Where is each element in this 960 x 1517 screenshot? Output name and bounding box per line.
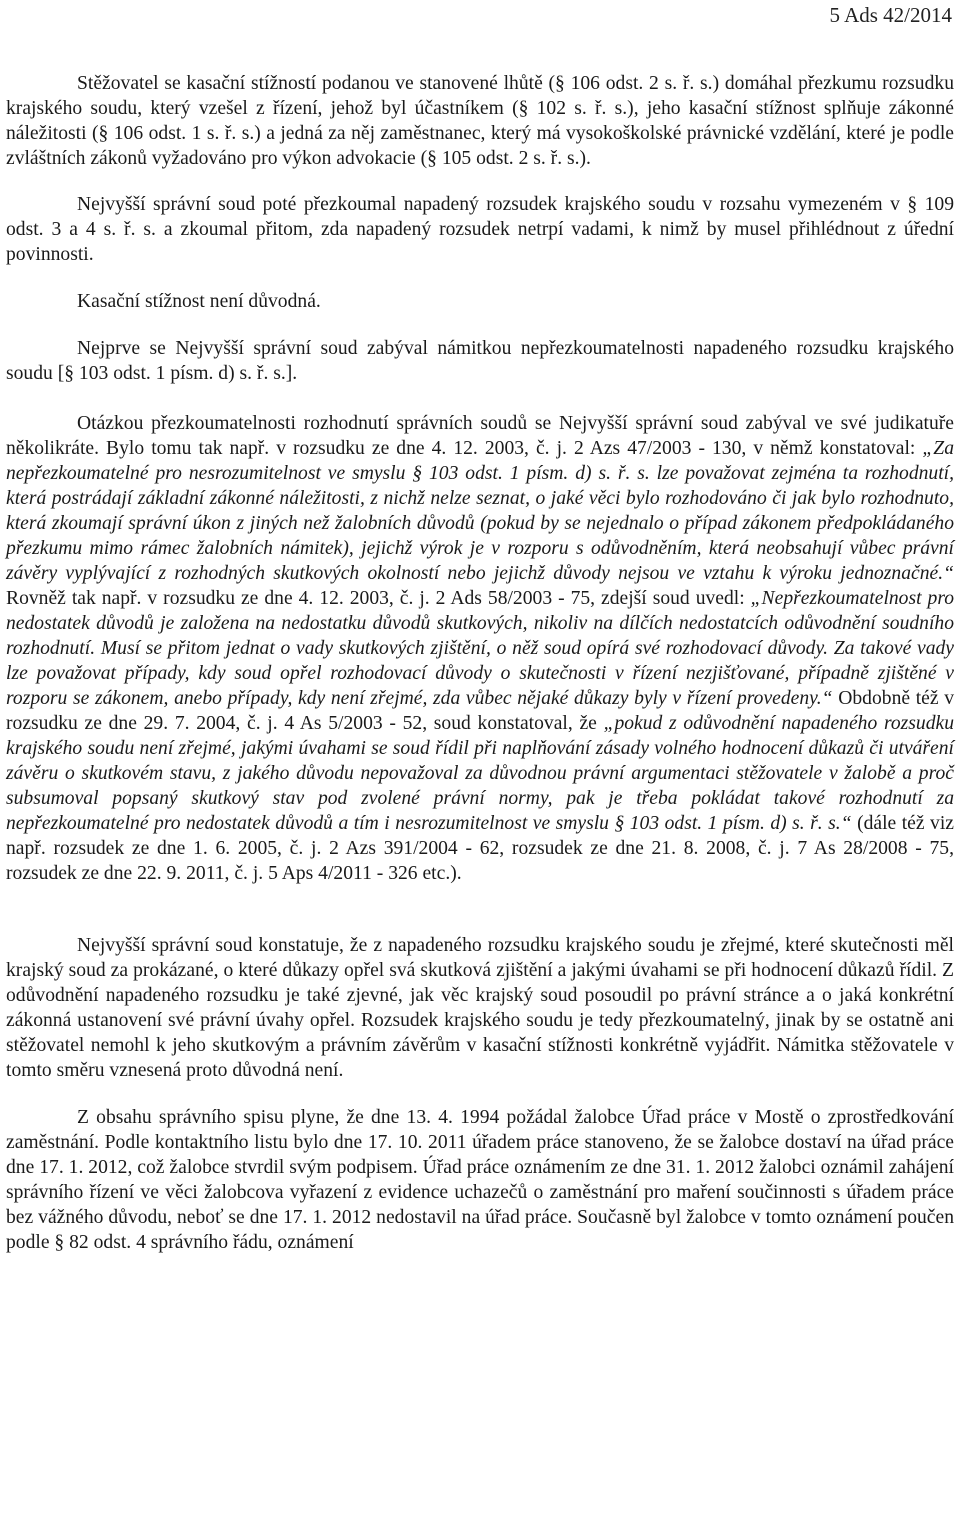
case-law-text-d: (dále též viz např. rozsudek ze dne 1. 6. 2005, č. j. 2 Azs 391/2004 - 62, rozsudek ze dne 21. 8. 2008, č. j. 7 As 28/2008 - 75, rozsudek ze dne 22. 9. 2011, č. j. 5 Aps 4/2011 - 326 etc.).	[6, 813, 954, 884]
paragraph-conclusion: Kasační stížnost není důvodná.	[77, 291, 321, 312]
paragraph-review-scope: Nejvyšší správní soud poté přezkoumal napadený rozsudek krajského soudu v rozsahu vymezeném v § 109 odst. 3 a 4 s. ř. s. a zkoumal přitom, zda napadený rozsudek netrpí vadami, k nimž by musel přihlédnout z úřední povinnosti.	[6, 194, 954, 265]
case-law-quote-1: „Za nepřezkoumatelné pro nesrozumitelnost ve smyslu § 103 odst. 1 písm. d) s. ř. s. lze považovat zejména ta rozhodnutí, která postrádají základní zákonné náležitosti, z nichž nelze seznat, o jaké věci bylo rozhodováno či jak bylo rozhodnuto, která zkoumají správní úkon z jiných než žalobních důvodů (pokud by se nejednalo o případ zákonem předpokládaného přezkumu mimo rámec žalobních námitek), jejichž výrok je v rozporu s odůvodněním, která neobsahují vůbec právní závěry vyplývající z rozhodných skutkových okolností nebo jejichž důvody nejsou ve vztahu k výroku jednoznačné.“	[6, 438, 954, 584]
paragraph-file-content: Z obsahu správního spisu plyne, že dne 13. 4. 1994 požádal žalobce Úřad práce v Mostě o zprostředkování zaměstnání. Podle kontaktního listu bylo dne 17. 10. 2011 úřadem práce stanoveno, že se žalobce dostaví na úřad práce dne 17. 1. 2012, což žalobce stvrdil svým podpisem. Úřad práce oznámením ze dne 31. 1. 2012 žalobci oznámil zahájení správního řízení ve věci žalobcova vyřazení z evidence uchazečů o zaměstnání pro maření součinnosti s úřadem práce bez vážného důvodu, neboť se dne 17. 1. 2012 nedostavil na úřad práce. Současně byl žalobce v tomto oznámení poučen podle § 82 odst. 4 správního řádu, oznámení	[6, 1107, 954, 1253]
case-law-text-a: Otázkou přezkoumatelnosti rozhodnutí správních soudů se Nejvyšší správní soud zabýval ve své judikatuře několikráte. Bylo tomu tak např. v rozsudku ze dne 4. 12. 2003, č. j. 2 Azs 47/2003 - 130, v němž konstatoval:	[6, 413, 954, 459]
case-law-text-b: Rovněž tak např. v rozsudku ze dne 4. 12. 2003, č. j. 2 Ads 58/2003 - 75, zdejší soud uvedl:	[6, 588, 751, 609]
paragraph-court-finding: Nejvyšší správní soud konstatuje, že z napadeného rozsudku krajského soudu je zřejmé, které skutečnosti měl krajský soud za prokázané, o které důkazy opřel svá skutková zjištění a jakými úvahami se při hodnocení důkazů řídil. Z odůvodnění napadeného rozsudku je také zjevné, jak věc krajský soud posoudil po právní stránce a o jaká konkrétní zákonná ustanovení své právní úvahy opřel. Rozsudek krajského soudu je tedy přezkoumatelný, jinak by se ostatně ani stěžovatel nemohl k jeho skutkovým a právním závěrům v kasační stížnosti konkrétně vyjádřit. Námitka stěžovatele v tomto směru vznesená proto důvodná není.	[6, 935, 954, 1081]
paragraph-admissibility: Stěžovatel se kasační stížností podanou ve stanovené lhůtě (§ 106 odst. 2 s. ř. s.) domáhal přezkumu rozsudku krajského soudu, který vzešel z řízení, jehož byl účastníkem (§ 102 s. ř. s.), jeho kasační stížnost splňuje zákonné náležitosti (§ 106 odst. 1 s. ř. s.) a jedná za něj zaměstnanec, který má vysokoškolské právnické vzdělání, které je podle zvláštních zákonů vyžadováno pro výkon advokacie (§ 105 odst. 2 s. ř. s.).	[6, 73, 954, 169]
case-number: 5 Ads 42/2014	[829, 3, 952, 27]
case-law-quote-3: „pokud z odůvodnění napadeného rozsudku krajského soudu není zřejmé, jakými úvahami se soud řídil při naplňování zásady volného hodnocení důkazů či utváření závěru o skutkovém stavu, z jakého důvodu nepovažoval za důvodnou právní argumentaci stěžovatele v žalobě a proč subsumoval popsaný skutkový stav pod zvolené právní normy, pak je třeba pokládat takové rozhodnutí za nepřezkoumatelné pro nedostatek důvodů a tím i nesrozumitelnost ve smyslu § 103 odst. 1 písm. d) s. ř. s.“	[6, 713, 954, 834]
case-law-quote-2: „Nepřezkoumatelnost pro nedostatek důvodů je založena na nedostatku důvodů skutkových, nikoliv na dílčích nedostatcích odůvodnění soudního rozhodnutí. Musí se přitom jednat o vady skutkových zjištění, o něž soud opírá své rozhodovací důvody. Za takové vady lze považovat případy, kdy soud opřel rozhodovací důvody o skutečnosti v řízení nezjišťované, případně zjištěné v rozporu se zákonem, anebo případy, kdy není zřejmé, zda vůbec nějaké důkazy byly v řízení provedeny.“	[6, 588, 955, 709]
document-body	[6, 71, 954, 1255]
paragraph-case-law	[6, 411, 954, 886]
case-law-text-c: Obdobně též v rozsudku ze dne 29. 7. 2004, č. j. 4 As 5/2003 - 52, soud konstatoval, že	[6, 688, 954, 734]
paragraph-objection: Nejprve se Nejvyšší správní soud zabýval námitkou nepřezkoumatelnosti napadeného rozsudku krajského soudu [§ 103 odst. 1 písm. d) s. ř. s.].	[6, 338, 954, 384]
